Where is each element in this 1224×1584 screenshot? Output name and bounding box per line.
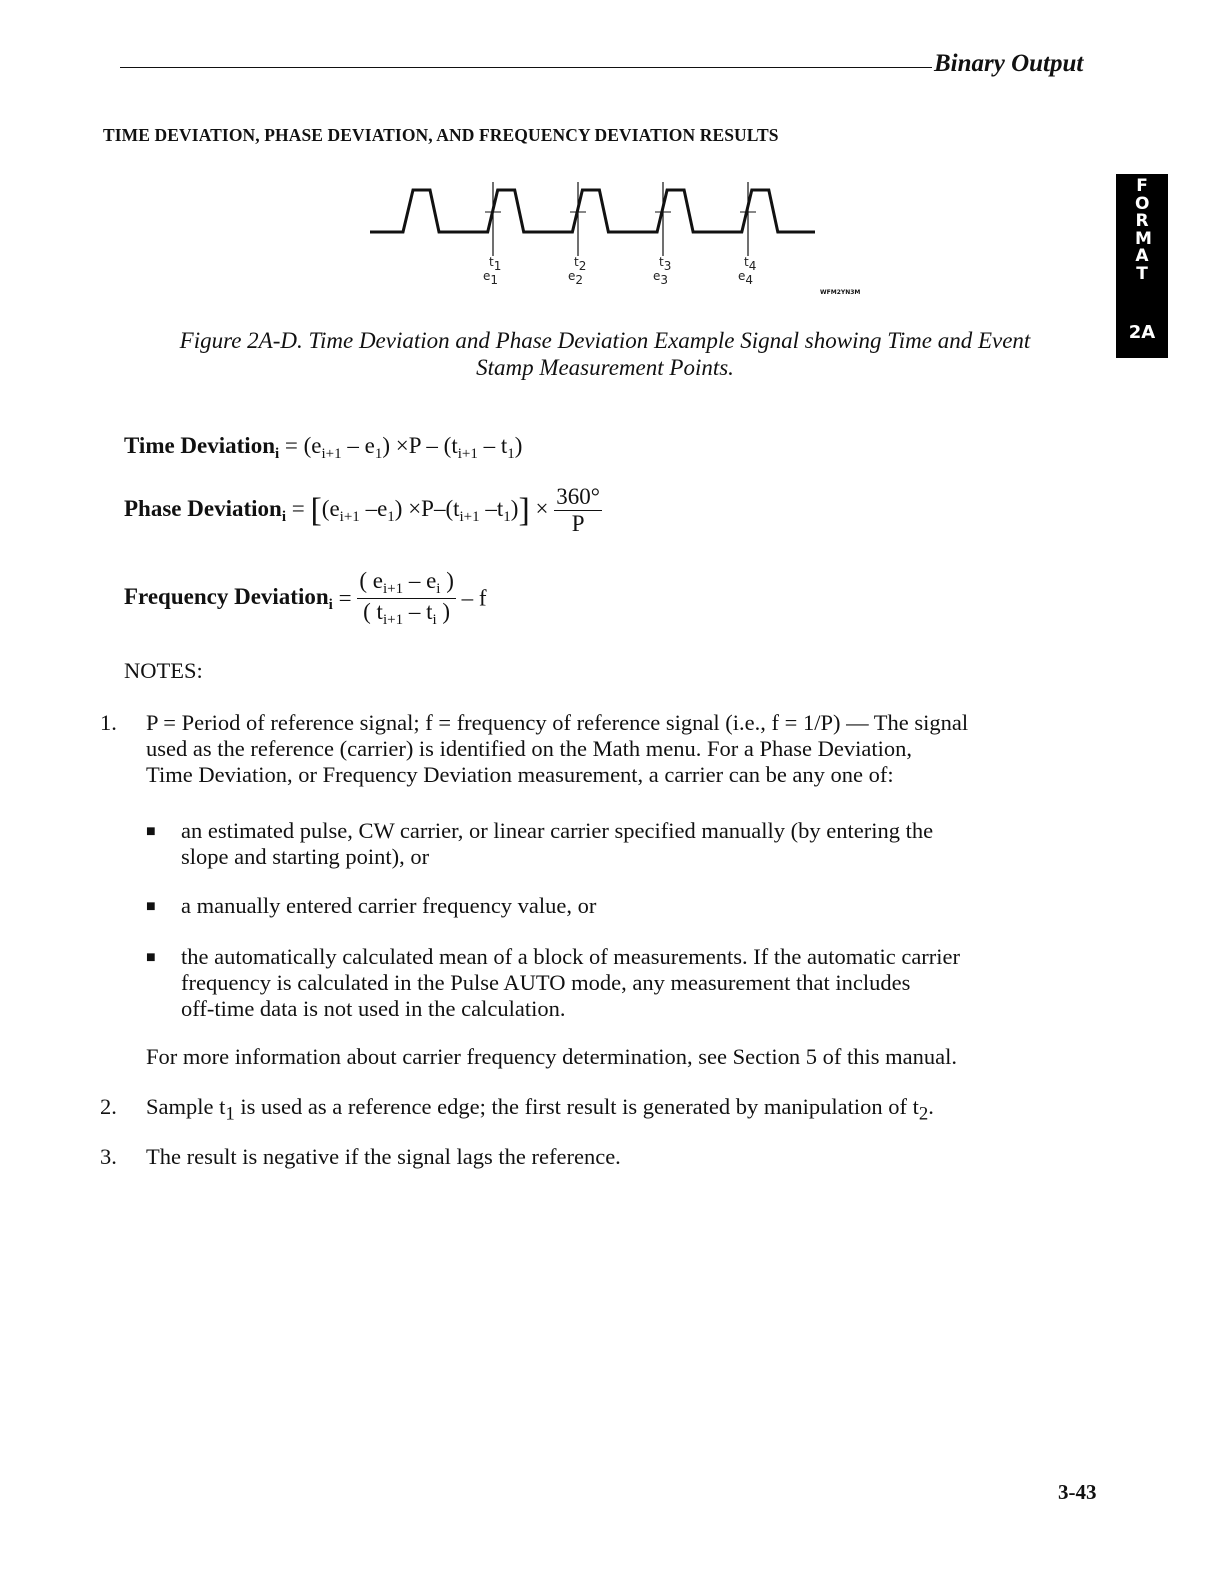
eq-rhs: = [($e_{i+1}$ $-e_1) \times P-(t_{i+1}$ $-t_1$)] × [291, 491, 555, 529]
notes-heading: NOTES: [124, 658, 203, 683]
eq-denominator: ( $t_{i+1} - t_i$ ) [363, 599, 451, 628]
note-3-text: The result is negative if the signal lags the reference. [146, 1144, 621, 1169]
eq-label: Frequency Deviation [124, 583, 329, 609]
eq-label: Time Deviation [124, 433, 275, 458]
header-title: Binary Output [934, 50, 1084, 77]
phase-deviation-equation [124, 484, 602, 537]
text-line: frequency is calculated in the Pulse AUTO mode, any measurement that includes [181, 970, 911, 995]
side-tab-word: FORMAT [1135, 176, 1152, 284]
time-stamp-label: t3 [659, 255, 672, 273]
time-deviation-equation [124, 433, 522, 463]
bullet-icon: ■ [146, 823, 156, 840]
text-line: Time Deviation, or Frequency Deviation measurement, a carrier can be any one of: [146, 762, 894, 787]
more-info-text: For more information about carrier frequency determination, see Section 5 of this manual. [146, 1044, 957, 1069]
side-tab-code: 2A [1128, 322, 1156, 343]
eq-numerator: 360° [556, 484, 600, 509]
caption-line: Stamp Measurement Points. [476, 355, 734, 380]
event-stamp-label: e4 [738, 269, 754, 287]
event-stamp-label: e3 [653, 269, 669, 287]
frequency-deviation-equation: Frequency Deviation$_i$ = $\frac{( e_{i+1} - e_i )}{( t_{i+1} - t_i )}$ – f [124, 568, 487, 628]
caption-line: Figure 2A-D. Time Deviation and Phase Deviation Example Signal showing Time and Event [179, 328, 1031, 353]
bullet-item [181, 944, 960, 1022]
eq-rhs: = $(e_{i+1} - e_1) \times P - (t_{i+1} - t_1)$ [284, 433, 523, 462]
page-number: 3-43 [1058, 1480, 1097, 1504]
event-stamp-label: e1 [483, 269, 499, 287]
time-stamp-label: t4 [744, 255, 757, 273]
eq-numerator: ( $e_{i+1} - e_i$ ) [359, 568, 454, 597]
note-2-text: Sample $t_1$ is used as a reference edge; the first result is generated by manipulation of $t_2$. [146, 1094, 934, 1125]
text-line: the automatically calculated mean of a block of measurements. If the automatic carrier [181, 944, 961, 969]
text-line: an estimated pulse, CW carrier, or linear carrier specified manually (by entering the [181, 818, 934, 843]
eq-sub: i [281, 508, 286, 525]
section-title: TIME DEVIATION, PHASE DEVIATION, AND FREQUENCY DEVIATION RESULTS [103, 125, 779, 145]
eq-sub: i [328, 596, 333, 613]
bullet-item [181, 893, 596, 919]
time-stamp-label: t1 [489, 255, 502, 273]
figure-code: WFM2YN3M [820, 289, 861, 296]
figure-caption [130, 327, 1080, 381]
note-1-text [146, 710, 968, 788]
time-stamp-label: t2 [574, 255, 587, 273]
text-line: used as the reference (carrier) is identified on the Math menu. For a Phase Deviation, [146, 736, 912, 761]
note-number: 2. [100, 1094, 117, 1119]
note-number: 3. [100, 1144, 117, 1169]
text-line: slope and starting point), or [181, 844, 430, 869]
text-line: a manually entered carrier frequency value, or [181, 893, 597, 918]
signal-waveform-figure [0, 0, 1224, 320]
eq-label: Phase Deviation [124, 495, 282, 521]
eq-tail: – f [461, 585, 487, 611]
note-number: 1. [100, 710, 117, 735]
bullet-item [181, 818, 933, 870]
text-line: off-time data is not used in the calculation. [181, 996, 566, 1021]
bullet-icon: ■ [146, 949, 156, 966]
text-line: P = Period of reference signal; f = frequency of reference signal (i.e., f = 1/P) — The signal [146, 710, 969, 735]
eq-sub: i [274, 446, 280, 462]
bullet-icon: ■ [146, 898, 156, 915]
event-stamp-label: e2 [568, 269, 584, 287]
eq-denominator: P [571, 511, 585, 536]
